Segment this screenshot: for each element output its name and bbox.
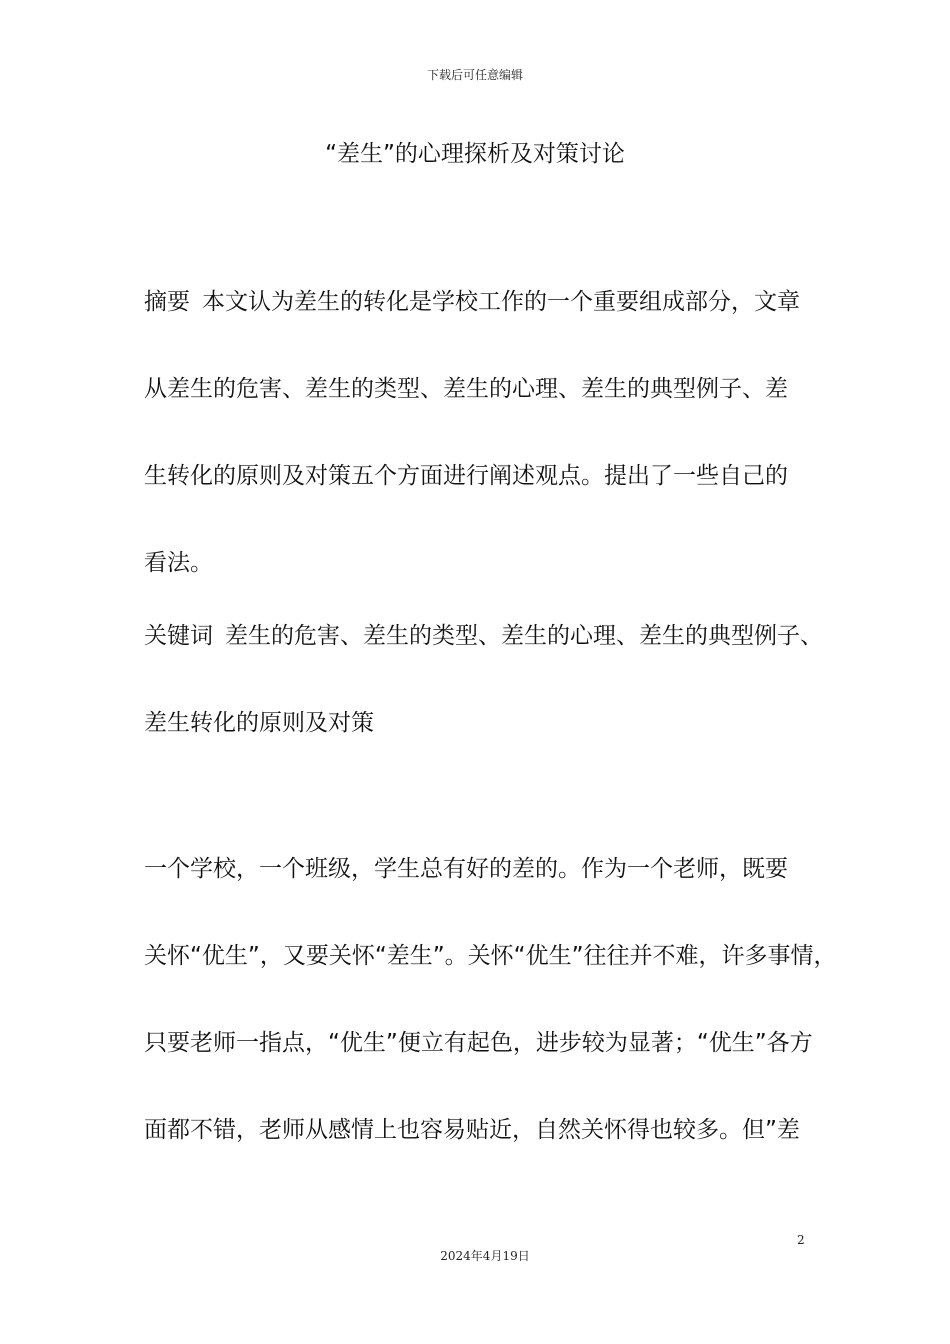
keywords-label: 关键词 — [144, 623, 213, 649]
abstract-line-2: 从差生的危害、差生的类型、差生的心理、差生的典型例子、差 — [144, 376, 788, 402]
body-line-1: 一个学校，一个班级，学生总有好的差的。作为一个老师，既要 — [144, 856, 788, 882]
keywords-text-1: 差生的危害、差生的类型、差生的心理、差生的典型例子、 — [225, 623, 823, 649]
abstract-label: 摘要 — [144, 289, 190, 315]
keywords-line-2: 差生转化的原则及对策 — [144, 710, 374, 736]
abstract-line-1 — [144, 283, 800, 316]
document-title: “差生”的心理探析及对策讨论 — [325, 141, 625, 167]
header-note: 下载后可任意编辑 — [426, 68, 523, 82]
page-number: 2 — [797, 1233, 805, 1247]
keywords-line-1 — [144, 617, 823, 650]
abstract-line-4: 看法。 — [144, 550, 213, 576]
abstract-line-3: 生转化的原则及对策五个方面进行阐述观点。提出了一些自己的 — [144, 463, 788, 489]
abstract-text-1: 本文认为差生的转化是学校工作的一个重要组成部分，文章 — [202, 289, 800, 315]
body-line-3: 只要老师一指点，“优生”便立有起色，进步较为显著；“优生”各方 — [144, 1030, 813, 1056]
footer-date: 2024年4月19日 — [440, 1249, 530, 1263]
body-line-4: 面都不错，老师从感情上也容易贴近，自然关怀得也较多。但”差 — [144, 1117, 800, 1143]
body-line-2: 关怀“优生”，又要关怀“差生”。关怀“优生”往往并不难，许多事情， — [144, 943, 837, 969]
